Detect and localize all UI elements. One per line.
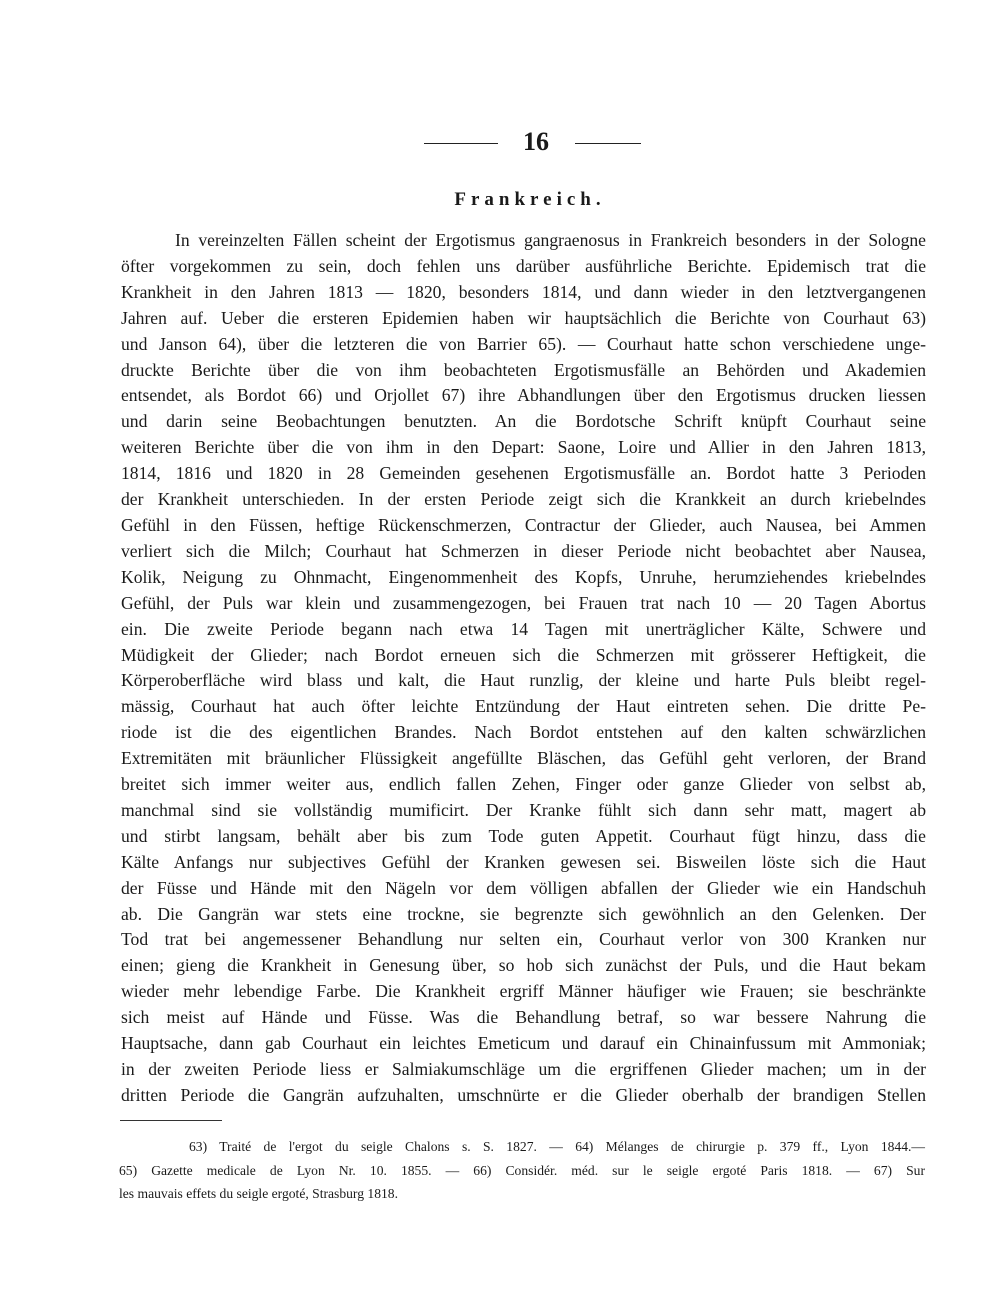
body-line: in der zweiten Periode liess er Salmiakumschläge um die ergriffenen Glieder machen; um in der	[121, 1059, 926, 1079]
body-line: dritten Periode die Gangrän aufzuhalten, umschnürte er die Glieder oberhalb der brandigen Stellen	[121, 1084, 926, 1105]
body-line: und Janson 64), über die letzteren die von Barrier 65). — Courhaut hatte schon verschiedene unge-	[121, 333, 926, 354]
body-line: Jahren auf. Ueber die ersteren Epidemien haben wir hauptsächlich die Berichte von Courhaut 63)	[121, 307, 926, 328]
footnote-line: 63) Traité de l'ergot du seigle Chalons s. S. 1827. — 64) Mélanges de chirurgie p. 379 ff., Lyon 1844.—	[189, 1139, 925, 1154]
body-line: einen; gieng die Krankheit in Genesung über, so hob sich zunächst der Puls, und die Haut bekam	[121, 955, 926, 976]
body-line: ab. Die Gangrän war stets eine trockne, sie begrenzte sich gewöhnlich an den Gelenken. Der	[121, 903, 926, 924]
footnotes	[119, 1135, 925, 1206]
body-line: Müdigkeit der Glieder; nach Bordot erneuen sich die Schmerzen mit grösserer Heftigkeit, die	[121, 644, 926, 665]
body-line: der Füsse und Hände mit den Nägeln vor dem völligen abfallen der Glieder wie ein Handschuh	[121, 877, 926, 898]
body-line: druckte Berichte über die von ihm beobachteten Ergotismusfälle an Behörden und Akademien	[121, 359, 926, 380]
body-paragraph	[121, 228, 926, 1109]
page-header	[0, 122, 1000, 162]
body-line: verliert sich die Milch; Courhaut hat Schmerzen in dieser Periode nicht beobachtet aber Nausea,	[121, 540, 926, 561]
body-line: Gefühl in den Füssen, heftige Rückenschmerzen, Contractur der Glieder, auch Nausea, bei Ammen	[121, 514, 926, 535]
body-line: entsendet, als Bordot 66) und Orjollet 67) ihre Abhandlungen über den Ergotismus drucken liessen	[121, 385, 926, 406]
body-line: und darin seine Beobachtungen benutzten. An die Bordotsche Schrift knüpft Courhaut seine	[121, 411, 926, 432]
body-line: sich meist auf Hände und Füsse. Was die Behandlung betraf, so war bessere Nahrung die	[121, 1007, 926, 1028]
header-rule-right	[575, 143, 641, 144]
body-line: Körperoberfläche wird blass und kalt, die Haut runzlig, der kleine und harte Puls bleibt regel-	[121, 670, 926, 691]
header-rule-left	[424, 143, 498, 144]
page-number: 16	[523, 127, 549, 156]
body-line: 1814, 1816 und 1820 in 28 Gemeinden gesehenen Ergotismusfälle an. Bordot hatte 3 Perioden	[121, 463, 926, 484]
body-line: riode ist die des eigentlichen Brandes. Nach Bordot entstehen auf den kalten schwärzlichen	[121, 722, 926, 743]
body-line: der Krankheit unterschieden. In der ersten Periode zeigt sich die Krankkeit an durch kriebelndes	[121, 489, 926, 510]
body-line: öfter vorgekommen zu sein, doch fehlen uns darüber ausführliche Berichte. Epidemisch trat die	[121, 255, 926, 276]
body-line: weiteren Berichte über die von ihm in den Depart: Saone, Loire und Allier in den Jahren 1813,	[121, 437, 926, 458]
body-line: Gefühl, der Puls war klein und zusammengezogen, bei Frauen trat nach 10 — 20 Tagen Abortus	[121, 592, 926, 613]
body-line: Hauptsache, dann gab Courhaut ein leichtes Emeticum und darauf ein Chinainfussum mit Ammoniak;	[121, 1033, 926, 1054]
body-line: manchmal sind sie vollständig mumificirt. Der Kranke fühlt sich dann sehr matt, magert ab	[121, 799, 926, 820]
body-line: Tod trat bei angemessener Behandlung nur selten ein, Courhaut verlor von 300 Kranken nur	[121, 929, 926, 950]
body-line: und stirbt langsam, behält aber bis zum Tode guten Appetit. Courhaut fügt hinzu, dass die	[121, 825, 926, 846]
footnote-line: les mauvais effets du seigle ergoté, Strasburg 1818.	[119, 1186, 398, 1201]
body-line: Kolik, Neigung zu Ohnmacht, Eingenommenheit des Kopfs, Unruhe, herumziehendes kriebelndes	[121, 566, 926, 587]
body-line: Extremitäten mit bräunlicher Flüssigkeit angefüllte Bläschen, das Gefühl geht verloren, der Brand	[121, 748, 926, 769]
body-line: ein. Die zweite Periode begann nach etwa 14 Tagen mit unerträglicher Kälte, Schwere und	[121, 618, 926, 639]
body-line: mässig, Courhaut hat auch öfter leichte Entzündung der Haut eintreten sehen. Die dritte Pe-	[121, 696, 926, 717]
body-line: wieder mehr lebendige Farbe. Die Krankheit ergriff Männer häufiger wie Frauen; sie beschränkte	[121, 981, 926, 1002]
body-line: Kälte Anfangs nur subjectives Gefühl der Kranken gewesen sei. Bisweilen löste sich die Haut	[121, 851, 926, 872]
body-line: breitet sich immer weiter aus, endlich fallen Zehen, Finger oder ganze Glieder von selbst ab,	[121, 774, 926, 795]
footnote-separator	[120, 1120, 222, 1121]
footnote-line: 65) Gazette medicale de Lyon Nr. 10. 1855. — 66) Considér. méd. sur le seigle ergoté Paris 1818. — 67) Sur	[119, 1162, 925, 1178]
section-title: Frankreich.	[454, 189, 606, 210]
body-line: Krankheit in den Jahren 1813 — 1820, besonders 1814, und dann wieder in den letztvergangenen	[121, 281, 926, 302]
body-line: In vereinzelten Fällen scheint der Ergotismus gangraenosus in Frankreich besonders in der Sologne	[175, 230, 926, 250]
